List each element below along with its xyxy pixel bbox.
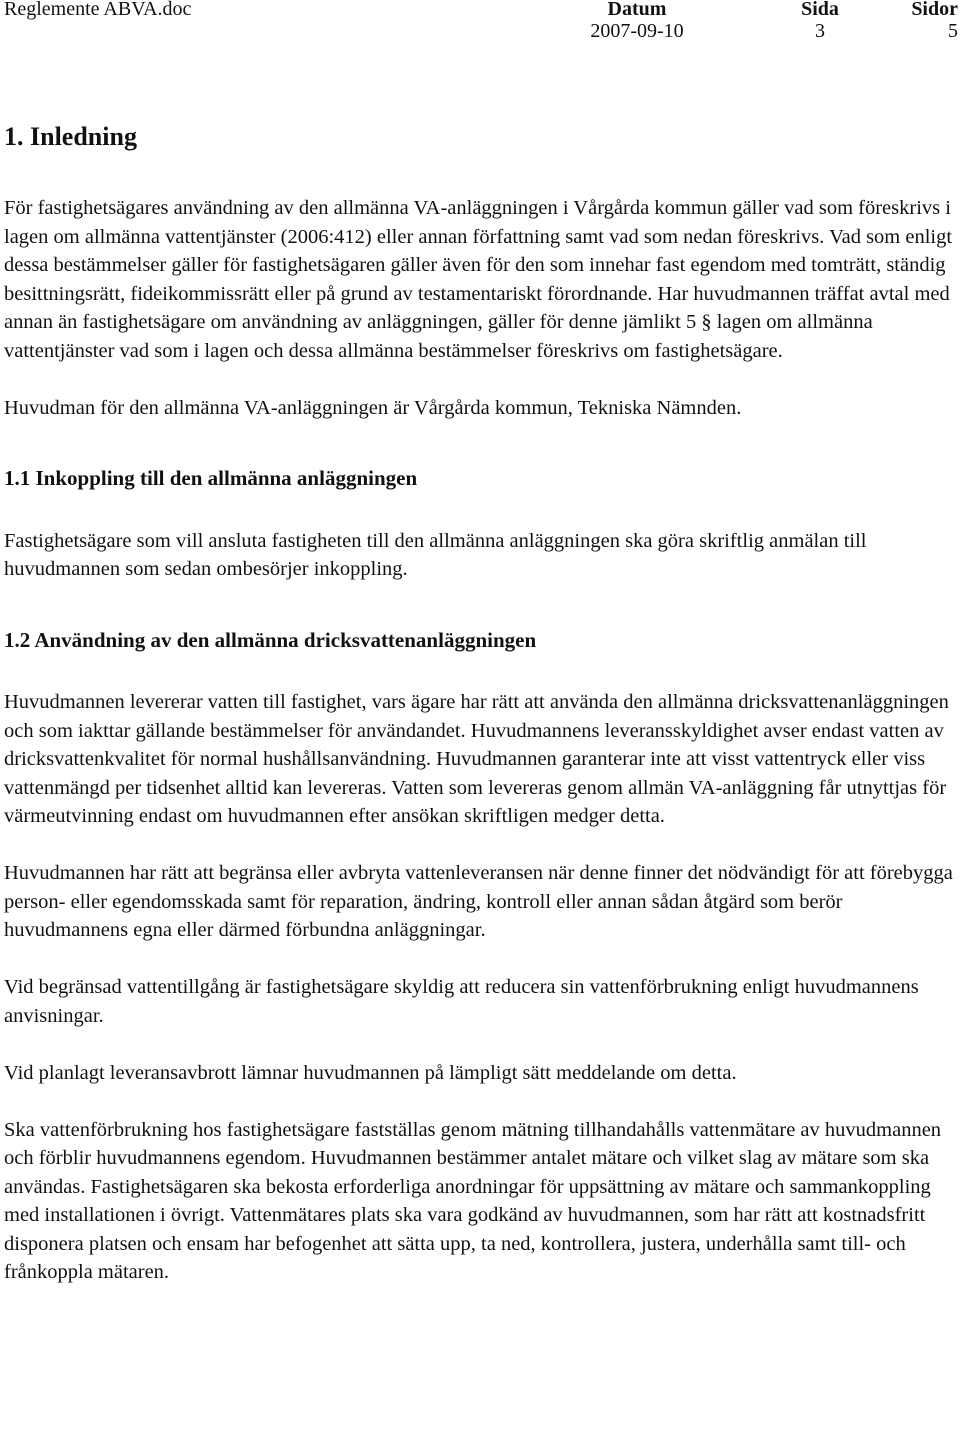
page-header: [0, 0, 960, 50]
header-sida: [780, 0, 860, 42]
sida-label: Sida: [801, 0, 839, 20]
document-filename: Reglemente ABVA.doc: [4, 0, 192, 20]
paragraph-anvandning-2: Huvudmannen har rätt att begränsa eller avbryta vattenleveransen när denne finner det nödvändigt för att förebygga person- eller egendomsskada samt för reparation, ändring, kontroll eller annan sådan åtgärd som berör huvudmannens egna eller därmed förbundna anläggningar.: [4, 862, 953, 941]
paragraph-anvandning-5: Ska vattenförbrukning hos fastighetsägare fastställas genom mätning tillhandahålls vattenmätare av huvudmannen och förblir huvudmannens egendom. Huvudmannen bestämmer antalet mätare och vilket slag av mätare som ska användas. Fastighetsägaren ska bekosta erforderliga anordningar för uppsättning av mätare och sammankoppling med installationen i övrigt. Vattenmätares plats ska vara godkänd av huvudmannen, som har rätt att kostnadsfritt disponera platsen och ensam har befogenhet att sätta upp, ta ned, kontrollera, justera, underhålla samt till- och frånkoppla mätaren.: [4, 1118, 942, 1283]
section-heading-anvandning: 1.2 Användning av den allmänna dricksvattenanläggningen: [4, 627, 537, 652]
datum-value: 2007-09-10: [590, 20, 684, 42]
paragraph-anvandning-4: Vid planlagt leveransavbrott lämnar huvudmannen på lämpligt sätt meddelande om detta.: [4, 1061, 737, 1084]
sidor-value: 5: [948, 20, 958, 42]
paragraph-inledning-1: För fastighetsägares användning av den allmänna VA-anläggningen i Vårgårda kommun gäller vad som föreskrivs i lagen om allmänna vattentjänster (2006:412) eller annan författning samt vad som nedan föreskrivs. Vad som enligt dessa bestämmelser gäller för fastighetsägaren gäller även för den som innehar fast egendom med tomträtt, ständig besittningsrätt, fideikommissrätt eller på grund av testamentariskt förordnande. Har huvudmannen träffat avtal med annan än fastighetsägare om användning av anläggningen, gäller för denne jämlikt 5 § lagen om allmänna vattentjänster vad som i lagen och dessa allmänna bestämmelser föreskrivs om fastighetsägare.: [4, 197, 953, 362]
header-sidor: [896, 0, 958, 42]
section-heading-inledning: 1. Inledning: [4, 122, 137, 151]
document-body: [4, 118, 954, 1315]
paragraph-anvandning-1: Huvudmannen levererar vatten till fastighet, vars ägare har rätt att använda den allmänna dricksvattenanläggningen och som iakttar gällande bestämmelser för användandet. Huvudmannens leveransskyldighet avser endast vatten av dricksvattenkvalitet för normal hushållsanvändning. Huvudmannen garanterar inte att visst vattentryck eller viss vattenmängd per tidsenhet alltid kan levereras. Vatten som levereras genom allmän VA-anläggning får utnyttjas för värmeutvinning endast om huvudmannen efter ansökan skriftligen medger detta.: [4, 691, 949, 827]
paragraph-inkoppling-1: Fastighetsägare som vill ansluta fastigheten till den allmänna anläggningen ska göra skriftlig anmälan till huvudmannen som sedan ombesörjer inkoppling.: [4, 529, 867, 580]
paragraph-anvandning-3: Vid begränsad vattentillgång är fastighetsägare skyldig att reducera sin vattenförbrukning enligt huvudmannens anvisningar.: [4, 976, 919, 1027]
sida-value: 3: [815, 20, 825, 42]
header-datum: [586, 0, 688, 42]
datum-label: Datum: [607, 0, 667, 20]
sidor-label: Sidor: [911, 0, 958, 20]
section-heading-inkoppling: 1.1 Inkoppling till den allmänna anläggningen: [4, 466, 418, 490]
paragraph-inledning-2: Huvudman för den allmänna VA-anläggningen är Vårgårda kommun, Tekniska Nämnden.: [4, 396, 742, 419]
